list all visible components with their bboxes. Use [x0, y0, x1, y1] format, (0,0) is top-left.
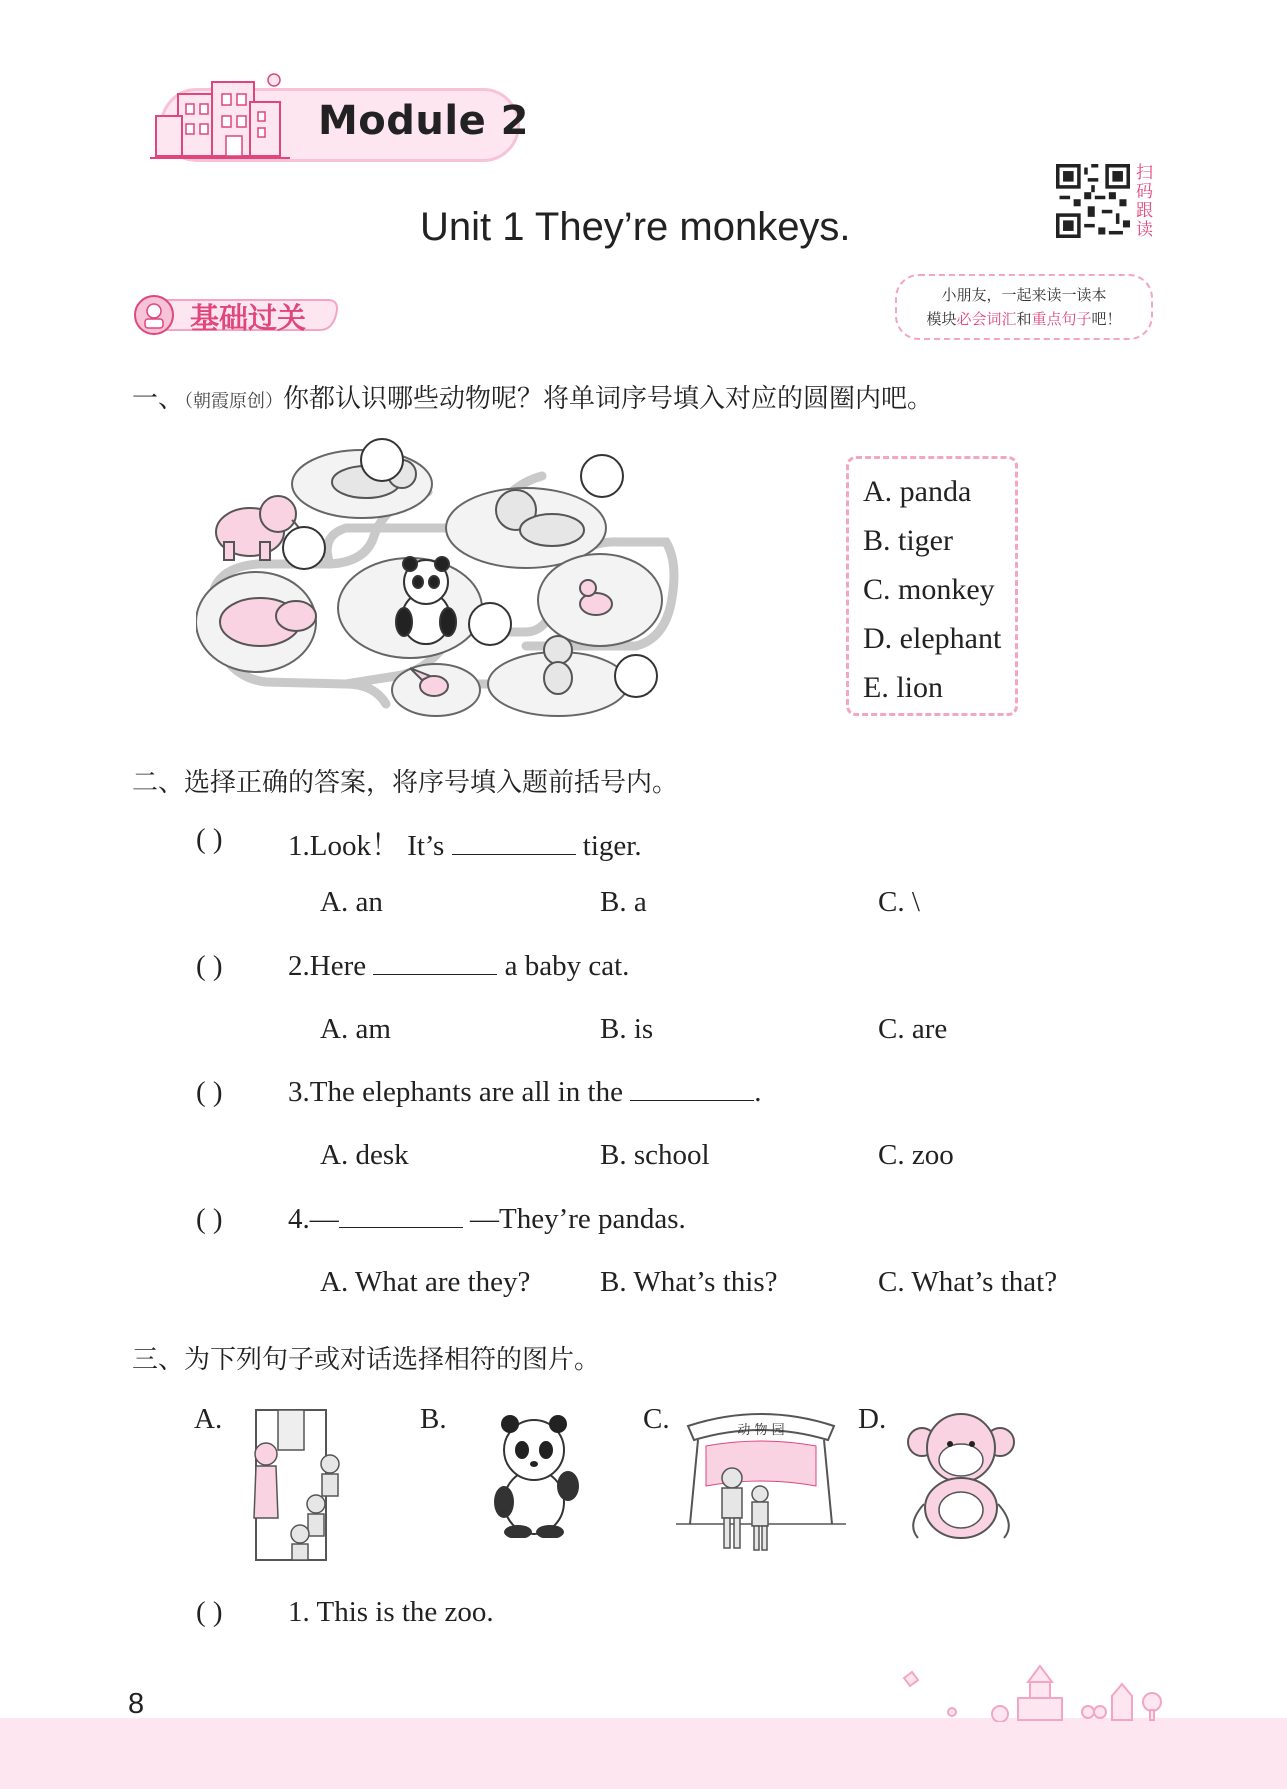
word-item: C. monkey	[863, 573, 995, 606]
fill-blank[interactable]	[373, 950, 497, 975]
picture-label-b: B.	[420, 1403, 447, 1435]
word-item: B. tiger	[863, 524, 953, 557]
word-box	[846, 456, 1018, 716]
q3-heading: 三、为下列句子或对话选择相符的图片。	[132, 1345, 601, 1375]
picture-label-c: C.	[643, 1403, 670, 1435]
tip-line-2: 模块必会词汇和重点句子吧！	[926, 310, 1122, 328]
word-item: E. lion	[863, 671, 943, 704]
q2-heading: 二、选择正确的答案，将序号填入题前括号内。	[132, 768, 679, 798]
option-c[interactable]: C. What’s that?	[878, 1266, 1058, 1298]
module-title: Module 2	[318, 98, 529, 144]
answer-paren[interactable]: ( )	[196, 1596, 223, 1628]
answer-paren[interactable]: ( )	[196, 1203, 223, 1235]
question-4: 4.— —They’re pandas.	[288, 1203, 686, 1235]
option-c[interactable]: C. \	[878, 886, 920, 918]
answer-paren[interactable]: ( )	[196, 823, 223, 855]
section-badge-title: 基础过关	[190, 301, 307, 335]
option-b[interactable]: B. is	[600, 1013, 654, 1045]
unit-title: Unit 1 They’re monkeys.	[420, 205, 851, 249]
question-3: 3.The elephants are all in the .	[288, 1076, 762, 1108]
panda-picture[interactable]	[488, 1410, 584, 1538]
option-c[interactable]: C. are	[878, 1013, 948, 1045]
q3-question-1: 1. This is the zoo.	[288, 1596, 494, 1628]
qr-label: 扫码跟读	[1136, 163, 1153, 240]
word-item: A. panda	[863, 475, 972, 508]
answer-paren[interactable]: ( )	[196, 1076, 223, 1108]
castle-decoration-icon	[880, 1648, 1170, 1722]
option-a[interactable]: A. What are they?	[320, 1266, 531, 1298]
picture-label-a: A.	[194, 1403, 223, 1435]
zoo-sign-text: 动 物 园	[737, 1423, 785, 1438]
fill-blank[interactable]	[630, 1076, 754, 1101]
option-b[interactable]: B. What’s this?	[600, 1266, 778, 1298]
fill-blank[interactable]	[452, 830, 576, 855]
option-b[interactable]: B. school	[600, 1139, 710, 1171]
option-a[interactable]: A. am	[320, 1013, 391, 1045]
picture-label-d: D.	[858, 1403, 887, 1435]
question-2: 2.Here a baby cat.	[288, 950, 630, 982]
option-a[interactable]: A. an	[320, 886, 383, 918]
tip-bubble	[895, 274, 1153, 340]
q1-heading: 一、（朝霞原创）你都认识哪些动物呢？将单词序号填入对应的圆圈内吧。	[132, 384, 934, 414]
word-item: D. elephant	[863, 622, 1002, 655]
page-number: 8	[128, 1688, 145, 1720]
option-a[interactable]: A. desk	[320, 1139, 409, 1171]
answer-paren[interactable]: ( )	[196, 950, 223, 982]
option-c[interactable]: C. zoo	[878, 1139, 954, 1171]
fill-blank[interactable]	[339, 1203, 463, 1228]
zoo-gate-picture[interactable]	[676, 1406, 846, 1554]
footer-band	[0, 1718, 1287, 1789]
option-b[interactable]: B. a	[600, 886, 647, 918]
classroom-picture[interactable]	[238, 1406, 356, 1564]
qr-code-icon[interactable]	[1056, 164, 1130, 238]
zoo-map-illustration	[196, 432, 682, 722]
tip-line-1: 小朋友，一起来读一读本	[941, 286, 1107, 304]
question-1: 1.Look！ It’s tiger.	[288, 830, 642, 862]
buildings-icon	[150, 66, 290, 170]
monkey-picture[interactable]	[902, 1408, 1020, 1544]
